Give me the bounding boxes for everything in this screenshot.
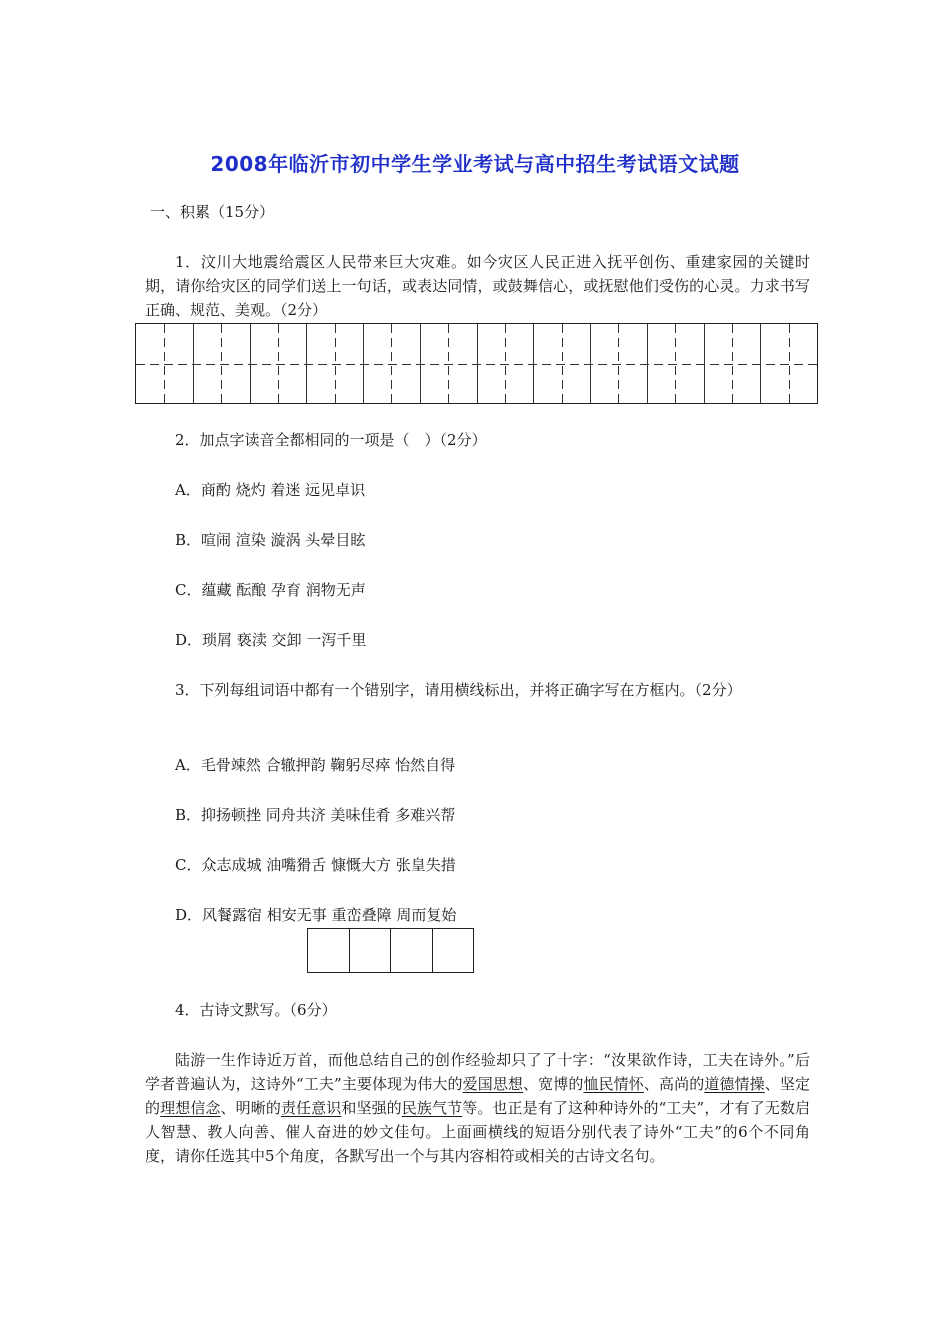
passage-text: 、坚定的 (145, 1075, 810, 1117)
q2-option-d: D．琐屑 亵渎 交卸 一泻千里 (175, 631, 367, 649)
question-2-stem: 2．加点字读音全都相同的一项是（ ）（2分） (175, 431, 487, 449)
passage-text: 和坚强的 (341, 1099, 402, 1117)
passage-text: 陆游一生作诗近万首，而他总结自己的创作经验却只了了十字：“汝果欲作诗，工夫在诗外。”后学者普遍认为，这诗外“工夫”主要体现为伟大的 (145, 1051, 810, 1093)
answer-boxes (307, 928, 474, 973)
section-heading: 一、积累（15分） (150, 203, 275, 221)
writing-grid[interactable] (135, 323, 818, 404)
underlined-phrase: 民族气节 (401, 1099, 463, 1117)
question-4-stem: 4．古诗文默写。（6分） (175, 1001, 337, 1019)
writing-grid-lines (136, 324, 817, 403)
q3-option-a: A．毛骨竦然 合辙押韵 鞠躬尽瘁 怡然自得 (175, 756, 456, 774)
q3-option-c: C．众志成城 油嘴猾舌 慷慨大方 张皇失措 (175, 856, 456, 874)
answer-box[interactable] (433, 929, 474, 972)
question-3-stem: 3．下列每组词语中都有一个错别字，请用横线标出，并将正确字写在方框内。（2分） (175, 681, 742, 699)
question-1-text: 1．汶川大地震给震区人民带来巨大灾难。如今灾区人民正进入抚平创伤、重建家园的关键时期，请你给灾区的同学们送上一句话，或表达同情，或鼓舞信心，或抚慰他们受伤的心灵。力求书写正确、规范、美观。（2分） (145, 253, 810, 319)
underlined-phrase: 理想信念 (160, 1099, 221, 1117)
passage-text: 、高尚的 (643, 1075, 705, 1093)
q3-option-d: D．风餐露宿 相安无事 重峦叠障 周而复始 (175, 906, 457, 924)
answer-box[interactable] (391, 929, 433, 972)
underlined-phrase: 恤民情怀 (583, 1075, 644, 1093)
q2-option-b: B．喧闹 渲染 漩涡 头晕目眩 (175, 531, 366, 549)
answer-box[interactable] (308, 929, 350, 972)
underlined-phrase: 责任意识 (280, 1099, 342, 1117)
passage-text: 、宽博的 (523, 1075, 584, 1093)
passage-text: 、明晰的 (220, 1099, 281, 1117)
q2-option-c: C．蕴藏 酝酿 孕育 润物无声 (175, 581, 366, 599)
underlined-phrase: 道德情操 (704, 1075, 765, 1093)
q3-option-b: B．抑扬顿挫 同舟共济 美味佳肴 多难兴帮 (175, 806, 456, 824)
question-4-passage (145, 1048, 810, 1168)
answer-box[interactable] (350, 929, 392, 972)
underlined-phrase: 爱国思想 (462, 1075, 524, 1093)
passage-text: 等。也正是有了这种种诗外的“工夫”，才有了无数启人智慧、教人向善、催人奋进的妙文佳句。上面画横线的短语分别代表了诗外“工夫”的6个不同角度，请你任选其中5个角度，各默写出一个与其内容相符或相关的古诗文名句。 (145, 1099, 810, 1165)
exam-title: 2008年临沂市初中学生学业考试与高中招生考试语文试题 (210, 152, 740, 176)
q2-option-a: A．商酌 烧灼 着迷 远见卓识 (175, 481, 366, 499)
